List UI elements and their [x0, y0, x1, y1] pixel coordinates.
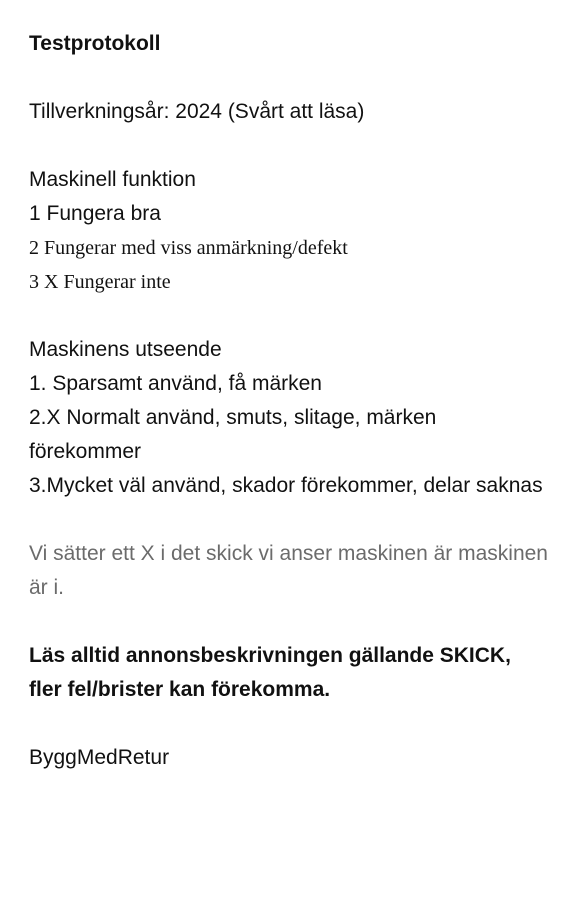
function-item-1: 1 Fungera bra: [29, 202, 161, 225]
function-item-3: 3 X Fungerar inte: [29, 271, 171, 293]
appearance-item-1: 1. Sparsamt använd, få märken: [29, 372, 322, 395]
function-heading: Maskinell funktion: [29, 168, 196, 191]
condition-warning: Läs alltid annonsbeskrivningen gällande SKICK, fler fel/brister kan förekomma.: [29, 644, 511, 701]
spacer: [29, 299, 549, 333]
spacer: [29, 129, 549, 163]
spacer: [29, 707, 549, 741]
signature: ByggMedRetur: [29, 746, 170, 769]
spacer: [29, 61, 549, 95]
spacer: [29, 605, 549, 639]
spacer: [29, 503, 549, 537]
manufacture-year: Tillverkningsår: 2024 (Svårt att läsa): [29, 100, 365, 123]
appearance-item-3: 3.Mycket väl använd, skador förekommer, delar saknas: [29, 474, 543, 497]
document-title: Testprotokoll: [29, 32, 161, 55]
condition-note: Vi sätter ett X i det skick vi anser maskinen är maskinen är i.: [29, 542, 548, 599]
appearance-heading: Maskinens utseende: [29, 338, 222, 361]
document: [29, 27, 549, 775]
function-item-2: 2 Fungerar med viss anmärkning/defekt: [29, 237, 348, 259]
appearance-item-2: 2.X Normalt använd, smuts, slitage, märken förekommer: [29, 406, 437, 463]
